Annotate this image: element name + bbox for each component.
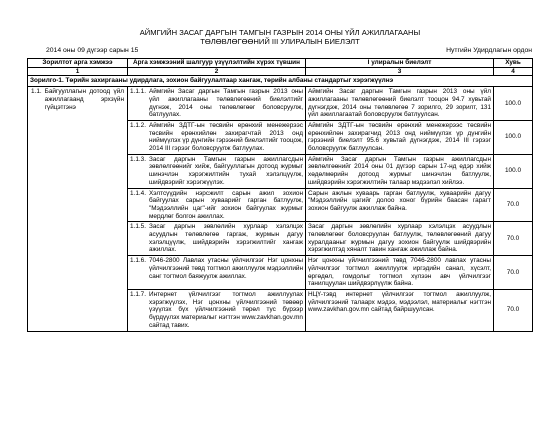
percent-cell: 70.0 (494, 256, 533, 290)
header-cell-criterion: Арга хэмжээний шалгуур үзүүлэлтийн хүрэх түвшин (128, 59, 306, 68)
criterion-text: Аймгийн ЗДТГ-ын төсвийн ерөнхий менежерээс төсвийн ерөнхийлөн захирагчтай 2013 онд ниймүүлэх үр дүнгийн гэрээний биелэлтийг тооцож, 2014 III гэрээг боловсруулж батлуулах. (149, 121, 303, 153)
header-cell-result: I улиралын биелэлт (306, 59, 494, 68)
criterion-cell (128, 188, 306, 222)
result-cell: Аймгийн ЗДТГ-ын төсвийн ерөнхий менежерээс төсвийн ерөнхийлөн захирагчид 2013 онд ниймүүлэх үр дүнгийн гэрээний биелэлт 95.6 хувьтай дүгнэгдэж, 2014 III гэрээг боловсруулж батлуулсан. (306, 120, 494, 154)
goal-text: Зорилго-1. Төрийн захиргааны удирдлага, зохион байгуулалтаар хангаж, төрийн албаны стандартыг хэрэгжүүлнэ (28, 76, 533, 87)
criterion-cell (128, 222, 306, 256)
criterion-number: 1.1.3. (130, 155, 146, 163)
criterion-text: Хэлтсүүдийн нэрсжилт сарын ажил зохион байгуулах сарын хуваарийг гарган батлуулж, "Мэдээллийн цаг"-ийг зохион байгуулах журмыг мердлөг болгон ажиллах. (149, 189, 303, 220)
criterion-number: 1.1.2. (130, 121, 146, 129)
table-row (28, 87, 533, 121)
task-text: Байгууллагын дотоод үйл ажиллагаанд эрхзүйн гүйцэтгэнэ (44, 88, 124, 111)
column-number-row (28, 67, 533, 76)
criterion-text: 7046-2800 Лавлах утасны үйлчилгээг Нэг цонхны үйлчилгээний төвд тогтмол ажиллуулж мэдээллийн санг тогтмол баяжуулж ажиллах. (149, 257, 303, 280)
result-cell: НЦҮ-тэвд интернет үйлчилгээг тогтмол ажиллуулж, үйлчилгээний талаарх мэдээ, мэдээлэл, материалыг нэгтгэн www.zavkhan.gov.mn сайтад байршуулсан. (306, 289, 494, 331)
percent-cell: 100.0 (494, 120, 533, 154)
percent-cell: 70.0 (494, 289, 533, 331)
criterion-number: 1.1.5. (130, 223, 146, 231)
result-cell: Нэг цонхны үйлчилгээний төвд 7046-2800 лавлах утасны үйлчилгээг тогтмол ажиллуулж иргэдийн санал, хүсэлт, өргөдөл, гомдолыг тогтмол хүлээн авч үйлчилгээг танилцуулан шийдвэрлүүлж байна. (306, 256, 494, 290)
column-number: 3 (306, 67, 494, 76)
header-cell-percent: Хувь (494, 59, 533, 68)
criterion-text: Засаг даргын зөвлөлийн хурлаар хэлэлцэх асуудлын төлөвлөгөө гаргаж, журмын дагуу хэлэлцүүлж, шийдвэрийн хэрэгжилтийг хангаж ажиллах. (149, 223, 303, 254)
column-number: 2 (128, 67, 306, 76)
header-row (28, 59, 533, 68)
report-date: 2014 оны 09 дүгээр сарын 15 (46, 47, 139, 54)
percent-cell: 70.0 (494, 222, 533, 256)
column-number: 1 (28, 67, 128, 76)
report-title-line1: АЙМГИЙН ЗАСАГ ДАРГЫН ТАМГЫН ГАЗРЫН 2014 ОНЫ ҮЙЛ АЖИЛЛАГААНЫ (139, 28, 421, 37)
result-cell: Аймгийн Засаг даргын Тамгын газрын ажиллагсдын зөвлөлгөөнийг 2014 оны 01 дүгээр сарын 17-нд едэр хийж хөдөлмөрийн дотоод журмыг шинэчлэн батлуулж, шийдвэрийн хэрэгжилтийн талаар мэдээлэл хийлээ. (306, 154, 494, 188)
header-cell-goal-action: Зорилтот арга хэмжээ (28, 59, 128, 68)
report-title-line2: ТӨЛӨВЛӨГӨӨНИЙ III УЛИРАЛЫН БИЕЛЭЛТ (200, 37, 360, 46)
criterion-cell (128, 289, 306, 331)
task-cell (28, 87, 128, 331)
percent-cell: 100.0 (494, 154, 533, 188)
percent-cell: 70.0 (494, 188, 533, 222)
criterion-text: Аймгийн Засаг даргын Тамгын газрын 2013 оны үйл ажиллагааны төлөвлөгөөний биелэлтийг дүгнэж, 2014 оны төлөвлөгөөг боловсруулж, батлуулах. (149, 88, 303, 119)
goal-row (28, 76, 533, 87)
criterion-number: 1.1.1. (130, 88, 146, 96)
task-number: 1.1. (31, 88, 42, 96)
criterion-number: 1.1.7. (130, 290, 146, 298)
percent-cell: 100.0 (494, 87, 533, 121)
result-cell: Аймгийн Засаг даргын Тамгын газрын 2013 оны үйл ажиллагааны төлөвлөгөөний биелэлт тооцон 94.7 хувьтай дүгнэгдэж, 2014 оны төлөвлөгөө 7 зорилго, 29 зорилт, 131 үйл ажиллагаатай боловсруулж батлуулсан. (306, 87, 494, 121)
column-number: 4 (494, 67, 533, 76)
report-table (27, 58, 533, 332)
result-cell: Сарын ажлын хуваарь гарган батлуулж, хуваарийн дагуу "Мэдээллийн цагийг долоо хоног бүрийн баасан гарагт зохион байгуулж ажиллаж байна. (306, 188, 494, 222)
report-place: Нутгийн Удирдлагын ордон (446, 47, 532, 54)
criterion-cell (128, 120, 306, 154)
criterion-number: 1.1.4. (130, 189, 146, 197)
criterion-cell (128, 87, 306, 121)
criterion-number: 1.1.6. (130, 257, 146, 265)
criterion-cell (128, 154, 306, 188)
criterion-text: Засаг даргын Тамгын газрын ажиллагсдын зөвлөлгөөнийг хийж, байгууллагын дотоод журмыг шинэчлэн хэрэгжилтийн тухай хэлэлцүүлж, шийдвэрийг хэрэгжүүлэх. (149, 155, 303, 186)
criterion-text: Интернет үйлчилгээг тогтмол ажиллуулах хэрэгжүүлэх, Нэг цонхны үйлчилгээний төвөөр үзүүлэх бүх үйлчилгээний төрөл тус бүрээр бүрдүүлэх материалыг нэгтгэн www.zavkhan.gov.mn сайтад тавих. (149, 290, 303, 329)
result-cell: Засаг даргын зөвлөлийн хурлаар хэлэлцэх асуудлын төлөвлөгөөг боловсруулан батлуулж, төлөвлөгөөний дагуу хуралдааныг журмын дагуу зохион байгуулж шийдвэрийн хэрэгжилтэд хяналт тавин хангаж ажиллаж байна. (306, 222, 494, 256)
criterion-cell (128, 256, 306, 290)
